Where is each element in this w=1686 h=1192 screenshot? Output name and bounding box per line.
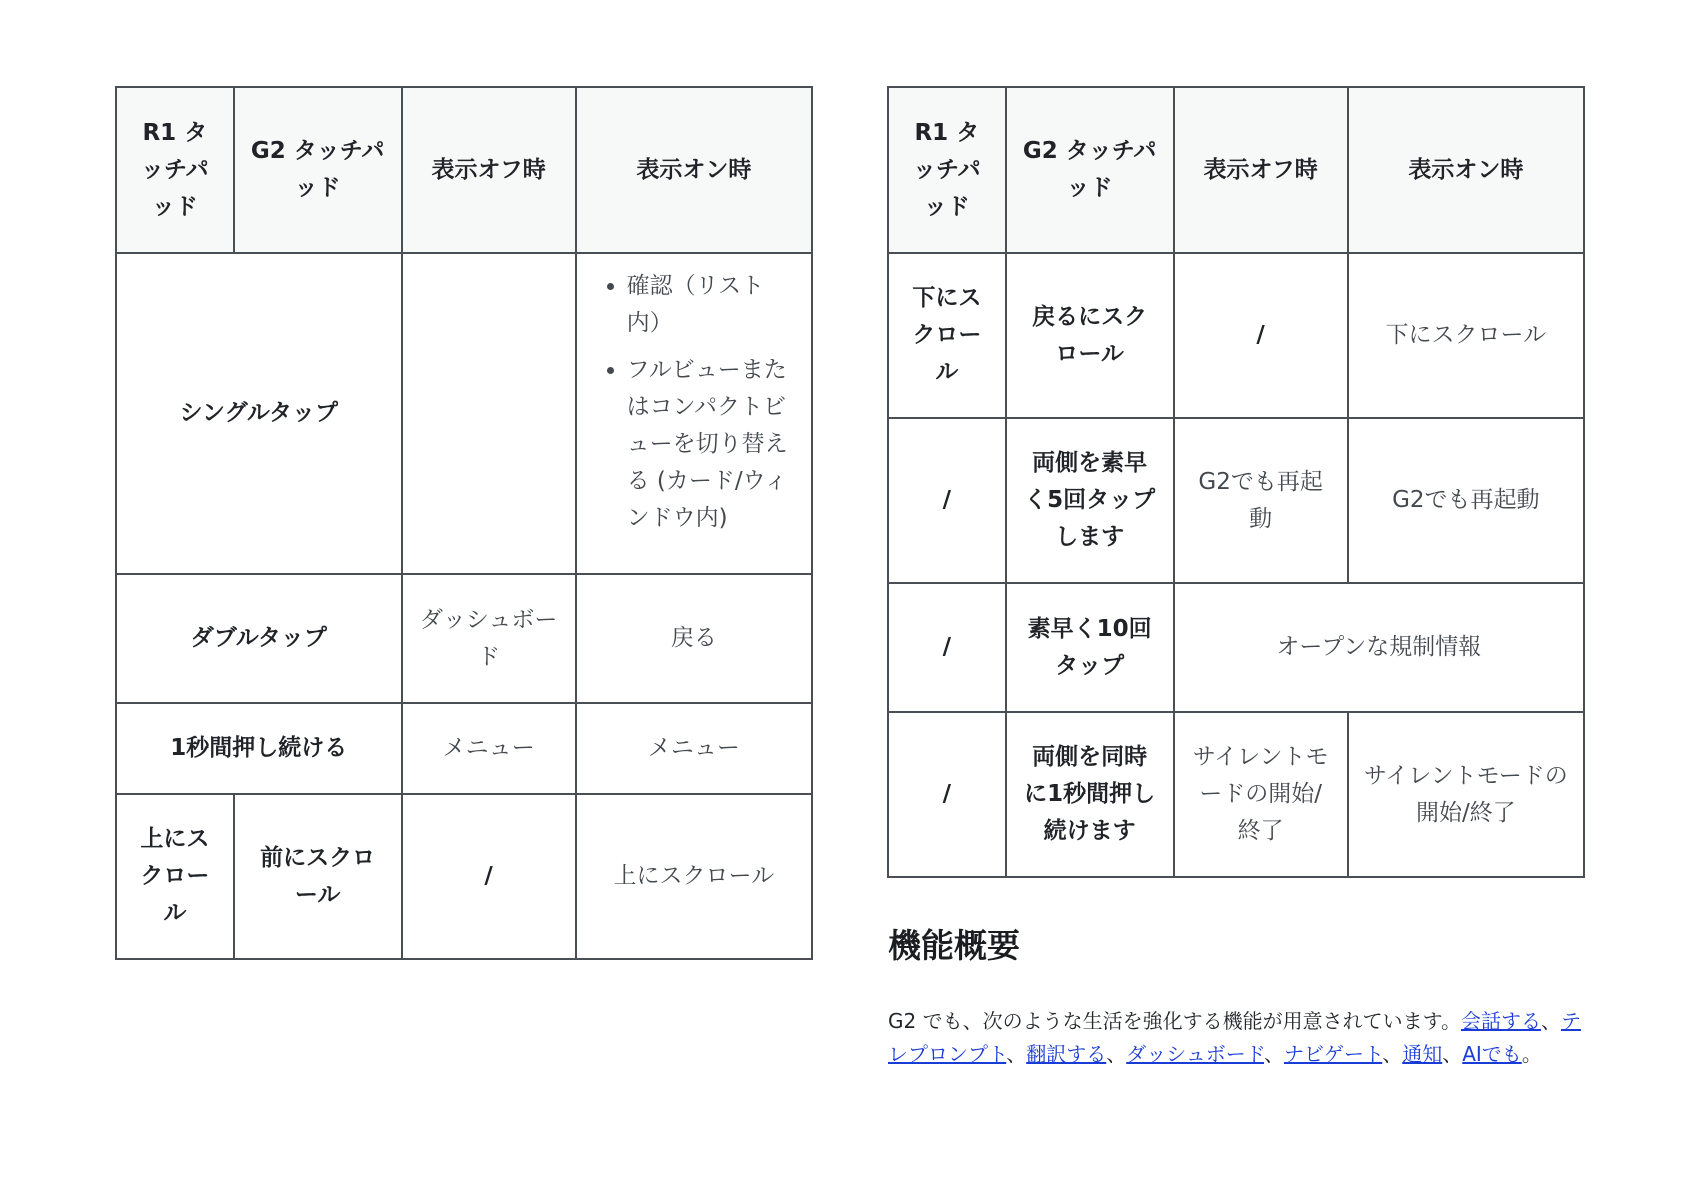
link-navigate[interactable]: ナビゲート <box>1284 1042 1383 1066</box>
gesture-table-right <box>887 86 1585 878</box>
separator: 、 <box>1382 1042 1403 1066</box>
header-display-off: 表示オフ時 <box>402 87 576 253</box>
header-r1: R1 タッチパッド <box>116 87 234 253</box>
separator: 、 <box>1106 1042 1127 1066</box>
scroll-up-r1: 上にスクロール <box>116 794 234 959</box>
silent-off: サイレントモードの開始/終了 <box>1174 712 1348 877</box>
gesture-table-left <box>115 86 813 960</box>
scroll-down-r1: 下にスクロール <box>888 253 1006 418</box>
single-tap-on <box>576 253 812 574</box>
ten-tap-merged: オープンな規制情報 <box>1174 583 1584 712</box>
scroll-up-off: / <box>402 794 576 959</box>
list-item: • 確認（リスト内） <box>627 268 797 342</box>
header-r1: R1 タッチパッド <box>888 87 1006 253</box>
five-tap-on: G2でも再起動 <box>1348 418 1584 583</box>
gesture-hold: 1秒間押し続ける <box>116 703 402 794</box>
ten-tap-r1: / <box>888 583 1006 712</box>
header-display-on: 表示オン時 <box>576 87 812 253</box>
end-punct: 。 <box>1521 1042 1542 1066</box>
link-ai[interactable]: AIでも <box>1462 1042 1522 1066</box>
hold-off: メニュー <box>402 703 576 794</box>
header-g2: G2 タッチパッド <box>1006 87 1174 253</box>
gesture-single-tap: シングルタップ <box>116 253 402 574</box>
scroll-down-on: 下にスクロール <box>1348 253 1584 418</box>
link-dashboard[interactable]: ダッシュボード <box>1126 1042 1265 1066</box>
features-intro: G2 でも、次のような生活を強化する機能が用意されています。 <box>888 1009 1461 1033</box>
header-g2: G2 タッチパッド <box>234 87 402 253</box>
silent-g2: 両側を同時に1秒間押し続けます <box>1006 712 1174 877</box>
link-conversate[interactable]: 会話する <box>1460 1009 1541 1033</box>
scroll-down-off: / <box>1174 253 1348 418</box>
double-tap-off: ダッシュボード <box>402 574 576 703</box>
scroll-up-g2: 前にスクロール <box>234 794 402 959</box>
link-translate[interactable]: 翻訳する <box>1026 1042 1107 1066</box>
list-item: • フルビューまたはコンパクトビューを切り替える (カード/ウィンドウ内) <box>627 352 797 537</box>
hold-on: メニュー <box>576 703 812 794</box>
link-notification[interactable]: 通知 <box>1402 1042 1443 1066</box>
features-title: 機能概要 <box>888 926 1020 965</box>
features-text <box>888 1005 1588 1071</box>
five-tap-r1: / <box>888 418 1006 583</box>
silent-r1: / <box>888 712 1006 877</box>
scroll-up-on: 上にスクロール <box>576 794 812 959</box>
ten-tap-g2: 素早く10回タップ <box>1006 583 1174 712</box>
header-display-off: 表示オフ時 <box>1174 87 1348 253</box>
separator: 、 <box>1006 1042 1027 1066</box>
single-tap-on-list <box>591 268 797 537</box>
single-tap-off <box>402 253 576 574</box>
header-display-on: 表示オン時 <box>1348 87 1584 253</box>
gesture-double-tap: ダブルタップ <box>116 574 402 703</box>
separator: 、 <box>1442 1042 1463 1066</box>
double-tap-on: 戻る <box>576 574 812 703</box>
link-teleprompt[interactable]: テレプロンプト <box>888 1009 1581 1066</box>
five-tap-g2: 両側を素早く5回タップします <box>1006 418 1174 583</box>
separator: 、 <box>1264 1042 1285 1066</box>
silent-on: サイレントモードの開始/終了 <box>1348 712 1584 877</box>
separator: 、 <box>1540 1009 1561 1033</box>
five-tap-off: G2でも再起動 <box>1174 418 1348 583</box>
scroll-down-g2: 戻るにスクロール <box>1006 253 1174 418</box>
